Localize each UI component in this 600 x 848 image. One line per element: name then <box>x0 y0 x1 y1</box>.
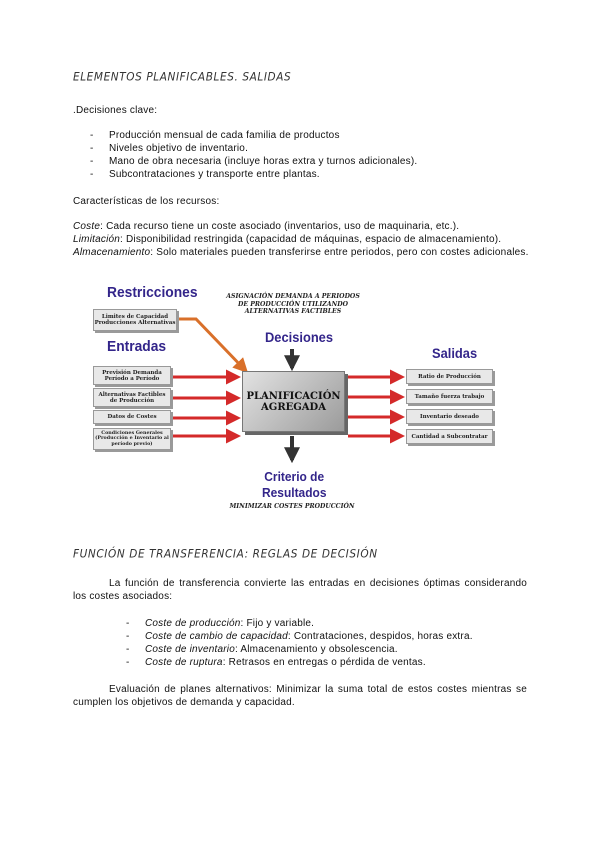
list-item: - Coste de producción: Fijo y variable. <box>126 618 315 629</box>
list-item: - Coste de cambio de capacidad: Contrataciones, despidos, horas extra. <box>126 631 473 642</box>
resource-line: Coste: Cada recurso tiene un coste asociado (inventarios, uso de maquinaria, etc.). <box>73 221 460 232</box>
entrada-box: Datos de Costes <box>93 410 171 424</box>
entrada-box: Previsión Demanda Período a Período <box>93 366 171 385</box>
list-item: - Mano de obra necesaria (incluye horas extra y turnos adicionales). <box>90 156 418 167</box>
minimizar-text: MINIMIZAR COSTES PRODUCCIÓN <box>229 503 355 510</box>
section2-heading: FUNCIÓN DE TRANSFERENCIA: REGLAS DE DECISIÓN <box>73 547 378 561</box>
costs-list <box>126 617 545 669</box>
entrada-box: Condiciones Generales (Producción e Inventario al período previo) <box>93 428 171 450</box>
salida-box: Ratio de Producción <box>406 369 493 384</box>
entrada-box: Alternativas Factibles de Producción <box>93 388 171 407</box>
decisions-label: .Decisiones clave: <box>73 105 158 116</box>
restricciones-title: Restricciones <box>107 284 198 301</box>
intro-paragraph: La función de transferencia convierte las entradas en decisiones óptimas considerando los costes asociados: <box>73 578 527 602</box>
center-box <box>242 371 345 432</box>
list-item: - Subcontrataciones y transporte entre plantas. <box>90 169 320 180</box>
criterio-title: Criterio de Resultados <box>262 469 327 500</box>
restriction-arrow <box>176 319 246 371</box>
center-line2: AGREGADA <box>261 401 326 413</box>
asignacion-text: ASIGNACIÓN DEMANDA A PERIODOS DE PRODUCCIÓN UTILIZANDO ALTERNATIVAS FACTIBLES <box>226 293 360 315</box>
resource-line: Almacenamiento: Solo materiales pueden transferirse entre periodos, pero con costes adicionales. <box>73 247 529 258</box>
salida-box: Tamaño fuerza trabajo <box>406 389 493 404</box>
restricciones-box: Limites de Capacidad Producciones Alternativas <box>93 309 177 331</box>
list-item: - Niveles objetivo de inventario. <box>90 143 249 154</box>
evaluation-paragraph: Evaluación de planes alternativos: Minimizar la suma total de estos costes mientras se cumplen los objetivos de demanda y capacidad. <box>73 684 527 708</box>
list-item: - Producción mensual de cada familia de productos <box>90 130 340 141</box>
salida-box: Inventario deseado <box>406 409 493 424</box>
decisiones-title: Decisiones <box>265 329 334 345</box>
list-item: - Coste de ruptura: Retrasos en entregas o pérdida de ventas. <box>126 657 426 668</box>
resource-line: Limitación: Disponibilidad restringida (capacidad de máquinas, espacio de almacenamiento). <box>73 234 502 245</box>
center-line1: PLANIFICACIÓN <box>246 390 341 402</box>
resources-label: Características de los recursos: <box>73 196 220 207</box>
section1-heading: ELEMENTOS PLANIFICABLES. SALIDAS <box>73 70 292 84</box>
salida-box: Cantidad a Subcontratar <box>406 429 493 444</box>
list-item: - Coste de inventario: Almacenamiento y obsolescencia. <box>126 644 398 655</box>
entradas-title: Entradas <box>107 338 167 355</box>
salidas-title: Salidas <box>432 345 478 361</box>
